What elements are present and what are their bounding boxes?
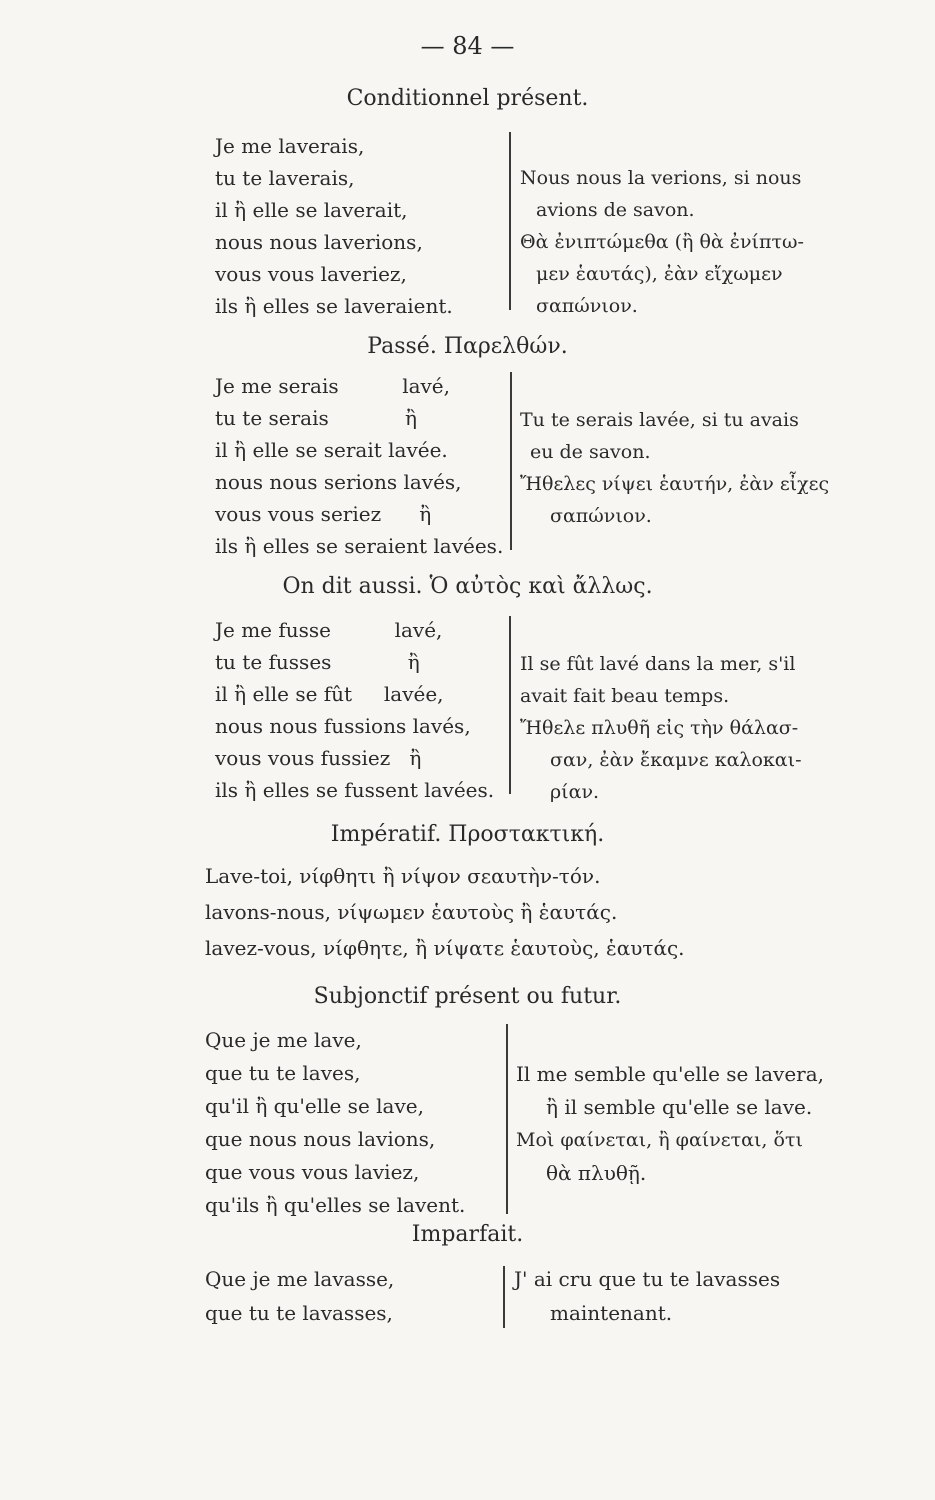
text-line: que vous vous laviez, xyxy=(205,1160,420,1184)
heading-conditionnel-present: Conditionnel présent. xyxy=(346,86,589,111)
passe-right xyxy=(520,404,829,532)
text-line: lavez-vous, νίφθητε, ἢ νίψατε ἑαυτοὺς, ἑαυτάς. xyxy=(205,936,685,960)
text-line: μεν ἑαυτάς), ἐὰν εἴχωμεν xyxy=(536,263,783,285)
text-line: nous nous fussions lavés, xyxy=(215,714,471,738)
text-line: Μοὶ φαίνεται, ἢ φαίνεται, ὅτι xyxy=(516,1129,803,1151)
text-line: Que je me lave, xyxy=(205,1028,362,1052)
text-line: Θὰ ἐνιπτώμεθα (ἢ θὰ ἐνίπτω- xyxy=(520,231,804,253)
text-line: tu te serais ἢ xyxy=(215,406,418,430)
text-line: vous vous seriez ἢ xyxy=(215,502,432,526)
page-number: — 84 — xyxy=(420,32,515,60)
text-line: tu te laverais, xyxy=(215,166,355,190)
text-line: que tu te lavasses, xyxy=(205,1301,393,1325)
on-dit-right xyxy=(520,648,802,808)
text-line: σαπώνιον. xyxy=(550,505,652,527)
imparfait-right xyxy=(514,1262,780,1330)
text-line: nous nous laverions, xyxy=(215,230,423,254)
text-line: Il se fût lavé dans la mer, s'il xyxy=(520,653,796,675)
column-divider xyxy=(506,1024,508,1214)
text-line: J' ai cru que tu te lavasses xyxy=(514,1267,781,1291)
text-line: ἢ il semble qu'elle se lave. xyxy=(546,1095,813,1119)
on-dit-left xyxy=(215,614,494,806)
text-line: avions de savon. xyxy=(536,199,695,221)
text-line: vous vous laveriez, xyxy=(215,262,407,286)
text-line: Je me fusse lavé, xyxy=(215,618,443,642)
text-line: vous vous fussiez ἢ xyxy=(215,746,422,770)
text-line: il ἢ elle se serait lavée. xyxy=(215,438,448,462)
imparfait-left xyxy=(205,1262,394,1330)
text-line: ρίαν. xyxy=(550,781,600,803)
text-line: avait fait beau temps. xyxy=(520,685,730,707)
conditionnel-present-left xyxy=(215,130,453,322)
passe-left xyxy=(215,370,503,562)
text-line: eu de savon. xyxy=(530,441,651,463)
text-line: Lave-toi, νίφθητι ἢ νίψον σεαυτὴν-τόν. xyxy=(205,864,601,888)
text-line: Ἤθελες νίψει ἑαυτήν, ἐὰν εἶχες xyxy=(520,473,830,495)
text-line: lavons-nous, νίψωμεν ἑαυτοὺς ἢ ἑαυτάς. xyxy=(205,900,618,924)
text-line: Je me laverais, xyxy=(215,134,365,158)
heading-imperatif: Impératif. Προστακτική. xyxy=(330,822,605,847)
text-line: qu'ils ἢ qu'elles se lavent. xyxy=(205,1193,466,1217)
heading-on-dit-aussi: On dit aussi. Ὁ αὐτὸς καὶ ἄλλως. xyxy=(282,574,653,599)
heading-subjonctif: Subjonctif présent ou futur. xyxy=(313,984,622,1009)
text-line: maintenant. xyxy=(550,1301,673,1325)
text-line: que tu te laves, xyxy=(205,1061,361,1085)
text-line: ils ἢ elles se laveraient. xyxy=(215,294,453,318)
text-line: Il me semble qu'elle se lavera, xyxy=(516,1062,825,1086)
imperatif-lines xyxy=(205,858,685,966)
text-line: tu te fusses ἢ xyxy=(215,650,420,674)
heading-passe: Passé. Παρελθών. xyxy=(367,334,568,359)
text-line: il ἢ elle se fût lavée, xyxy=(215,682,444,706)
text-line: Tu te serais lavée, si tu avais xyxy=(520,409,799,431)
text-line: θὰ πλυθῇ. xyxy=(546,1161,647,1185)
text-line: Je me serais lavé, xyxy=(215,374,450,398)
text-line: nous nous serions lavés, xyxy=(215,470,462,494)
heading-imparfait: Imparfait. xyxy=(411,1222,524,1247)
text-line: Nous nous la verions, si nous xyxy=(520,167,802,189)
column-divider xyxy=(509,132,511,310)
text-line: il ἢ elle se laverait, xyxy=(215,198,408,222)
column-divider xyxy=(503,1266,505,1328)
text-line: qu'il ἢ qu'elle se lave, xyxy=(205,1094,424,1118)
subjonctif-right xyxy=(516,1058,824,1190)
text-line: Que je me lavasse, xyxy=(205,1267,395,1291)
text-line: σαν, ἐὰν ἔκαμνε καλοκαι- xyxy=(550,749,802,771)
text-line: ils ἢ elles se fussent lavées. xyxy=(215,778,495,802)
conditionnel-present-right xyxy=(520,162,804,322)
text-line: Ἤθελε πλυθῆ εἰς τὴν θάλασ- xyxy=(520,717,799,739)
subjonctif-left xyxy=(205,1024,465,1222)
text-line: que nous nous lavions, xyxy=(205,1127,436,1151)
column-divider xyxy=(509,616,511,794)
text-line: σαπώνιον. xyxy=(536,295,638,317)
column-divider xyxy=(510,372,512,550)
text-line: ils ἢ elles se seraient lavées. xyxy=(215,534,504,558)
